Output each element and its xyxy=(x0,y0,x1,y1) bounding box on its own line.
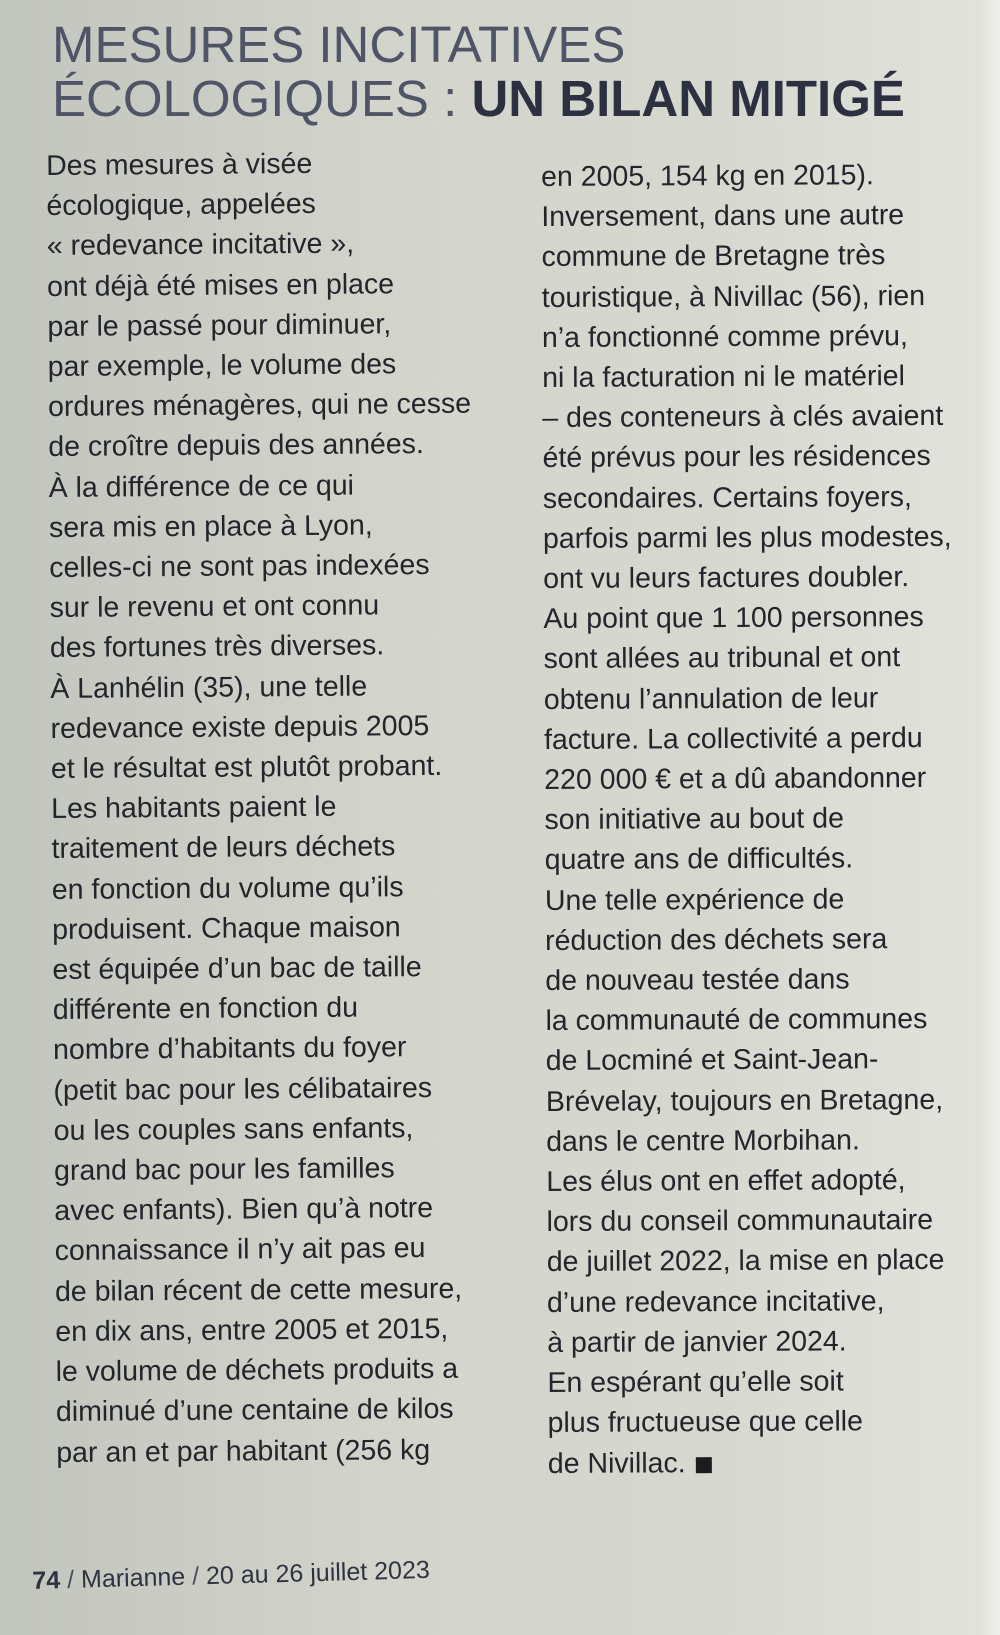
article-end-mark-icon xyxy=(696,1457,712,1473)
article-line: en 2005, 154 kg en 2015). xyxy=(541,159,874,193)
article-line: parfois parmi les plus modestes, xyxy=(542,520,952,555)
issue-date: 20 au 26 juillet 2023 xyxy=(205,1555,431,1591)
article-line: et le résultat est plutôt probant. xyxy=(50,749,443,786)
article-headline xyxy=(52,18,952,126)
footer-separator-2: / xyxy=(184,1562,207,1591)
article-line: ont vu leurs factures doubler. xyxy=(543,561,910,596)
page-number: 74 xyxy=(32,1566,61,1595)
article-line: Au point que 1 100 personnes xyxy=(543,601,924,636)
article-line: lors du conseil communautaire xyxy=(546,1204,934,1239)
article-line: des fortunes très diverses. xyxy=(49,629,385,665)
article-line: sont allées au tribunal et ont xyxy=(543,641,901,676)
article-line: à partir de janvier 2024. xyxy=(547,1325,847,1359)
article-line: est équipée d’un bac de taille xyxy=(52,951,422,987)
page-footer xyxy=(32,1556,430,1596)
article-line: ordures ménagères, qui ne cesse xyxy=(47,387,472,424)
article-line: le volume de déchets produits a xyxy=(55,1352,459,1389)
article-line: n’a fonctionné comme prévu, xyxy=(541,319,908,354)
article-line: celles-ci ne sont pas indexées xyxy=(49,549,430,585)
article-line: écologique, appelées xyxy=(46,188,316,223)
article-line: la communauté de communes xyxy=(545,1003,928,1038)
article-line: Inversement, dans une autre xyxy=(541,199,905,234)
article-line: par exemple, le volume des xyxy=(47,348,397,384)
article-line: touristique, à Nivillac (56), rien xyxy=(541,279,926,314)
article-line: ou les couples sans enfants, xyxy=(53,1112,414,1147)
headline-light-part: ÉCOLOGIQUES : xyxy=(52,70,472,127)
article-line: Les élus ont en effet adopté, xyxy=(546,1164,906,1199)
article-line: par an et par habitant (256 kg xyxy=(56,1433,431,1469)
article-line: été prévus pour les résidences xyxy=(542,440,931,475)
article-line: Des mesures à visée xyxy=(46,147,313,182)
article-line: en fonction du volume qu’ils xyxy=(51,870,404,906)
article-line: facture. La collectivité a perdu xyxy=(543,721,923,756)
article-line: traitement de leurs déchets xyxy=(51,830,396,866)
article-line: Brévelay, toujours en Bretagne, xyxy=(545,1083,944,1118)
article-line: « redevance incitative », xyxy=(46,227,355,263)
article-line: de Nivillac. xyxy=(548,1441,988,1484)
article-line: Une telle expérience de xyxy=(544,883,845,917)
article-line: À Lanhélin (35), une telle xyxy=(50,670,368,705)
article-line: de Locminé et Saint-Jean- xyxy=(545,1043,879,1078)
article-line: redevance existe depuis 2005 xyxy=(50,709,430,745)
article-line: connaissance il n’y ait pas eu xyxy=(54,1232,426,1268)
article-line: 220 000 € et a dû abandonner xyxy=(544,762,927,797)
article-line: réduction des déchets sera xyxy=(545,923,888,957)
article-column-left xyxy=(46,142,526,1472)
article-line: par le passé pour diminuer, xyxy=(47,308,392,343)
article-line: (petit bac pour les célibataires xyxy=(53,1071,433,1107)
article-line: ni la facturation ni le matériel xyxy=(542,360,906,395)
article-line: plus fructueuse que celle xyxy=(547,1405,863,1440)
article-column-right xyxy=(541,155,988,1484)
article-line: de juillet 2022, la mise en place xyxy=(546,1244,945,1279)
article-line: commune de Bretagne très xyxy=(541,239,886,274)
article-line: secondaires. Certains foyers, xyxy=(542,480,912,515)
article-line: ont déjà été mises en place xyxy=(46,267,395,303)
article-line: son initiative au bout de xyxy=(544,802,845,837)
article-line: – des conteneurs à clés avaient xyxy=(542,400,944,435)
article-line: en dix ans, entre 2005 et 2015, xyxy=(55,1312,449,1348)
article-line: Les habitants paient le xyxy=(51,790,337,826)
article-line: différente en fonction du xyxy=(52,991,359,1027)
article-line: dans le centre Morbihan. xyxy=(546,1124,860,1158)
article-line: avec enfants). Bien qu’à notre xyxy=(54,1192,434,1228)
headline-line-1: MESURES INCITATIVES xyxy=(52,16,626,73)
publication-name: Marianne xyxy=(80,1562,186,1594)
article-line: diminué d’une centaine de kilos xyxy=(55,1393,454,1429)
article-line: En espérant qu’elle soit xyxy=(547,1365,844,1400)
footer-separator-1: / xyxy=(59,1565,82,1595)
article-line: À la différence de ce qui xyxy=(48,469,355,504)
article-line: d’une redevance incitative, xyxy=(546,1284,885,1319)
headline-strong-part: UN BILAN MITIGÉ xyxy=(471,70,905,127)
article-line: produisent. Chaque maison xyxy=(52,911,401,946)
headline-line-2 xyxy=(52,72,952,126)
article-line: de croître depuis des années. xyxy=(48,428,424,464)
article-line: nombre d’habitants du foyer xyxy=(52,1031,407,1067)
article-line: quatre ans de difficultés. xyxy=(544,842,854,877)
article-line: sera mis en place à Lyon, xyxy=(48,509,373,544)
article-line: grand bac pour les familles xyxy=(53,1152,395,1188)
article-line: sur le revenu et ont connu xyxy=(49,589,380,625)
article-line: obtenu l’annulation de leur xyxy=(543,681,879,716)
article-line: de nouveau testée dans xyxy=(545,963,850,998)
article-line: de bilan récent de cette mesure, xyxy=(54,1272,463,1308)
